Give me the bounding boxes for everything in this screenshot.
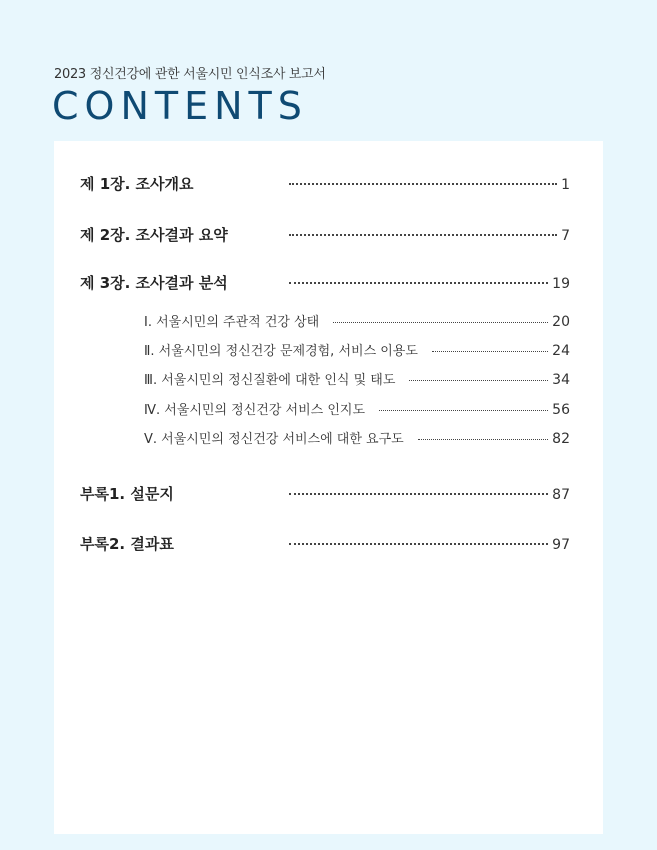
dot-leader bbox=[418, 439, 548, 440]
toc-entry-section-3[interactable] bbox=[144, 369, 570, 388]
dot-leader bbox=[289, 234, 557, 236]
toc-entry-label: 부록2. 결과표 bbox=[80, 535, 174, 553]
toc-page-number: 56 bbox=[552, 402, 570, 418]
dot-leader bbox=[289, 282, 548, 284]
toc-entry-label: Ⅳ. 서울시민의 정신건강 서비스 인지도 bbox=[144, 403, 366, 418]
toc-page-number: 87 bbox=[552, 487, 570, 503]
toc-page-number: 34 bbox=[552, 372, 570, 388]
dot-leader bbox=[289, 183, 557, 185]
toc-page-number: 97 bbox=[552, 537, 570, 553]
toc-entry-label: 부록1. 설문지 bbox=[80, 485, 174, 503]
toc-entry-label: 제 3장. 조사결과 분석 bbox=[80, 274, 228, 292]
toc-page-number: 1 bbox=[561, 177, 570, 193]
report-subtitle: 2023 정신건강에 관한 서울시민 인식조사 보고서 bbox=[54, 67, 326, 82]
toc-entry-section-1[interactable] bbox=[144, 311, 570, 330]
toc-entry-section-2[interactable] bbox=[144, 340, 570, 359]
toc-entry-chapter-2[interactable] bbox=[80, 224, 570, 245]
toc-entry-label: 제 2장. 조사결과 요약 bbox=[80, 226, 228, 244]
toc-page-number: 24 bbox=[552, 343, 570, 359]
toc-entry-label: Ⅲ. 서울시민의 정신질환에 대한 인식 및 태도 bbox=[144, 373, 396, 388]
toc-entry-appendix-2[interactable] bbox=[80, 533, 570, 554]
page-title: CONTENTS bbox=[52, 84, 308, 128]
toc-entry-chapter-1[interactable] bbox=[80, 173, 570, 194]
toc-entry-chapter-3[interactable] bbox=[80, 272, 570, 293]
toc-entry-section-4[interactable] bbox=[144, 399, 570, 418]
dot-leader bbox=[379, 410, 548, 411]
toc-page-number: 20 bbox=[552, 314, 570, 330]
toc-page-number: 7 bbox=[561, 228, 570, 244]
toc-entry-label: Ⅱ. 서울시민의 정신건강 문제경험, 서비스 이용도 bbox=[144, 344, 418, 359]
toc-entry-label: Ⅴ. 서울시민의 정신건강 서비스에 대한 요구도 bbox=[144, 432, 404, 447]
toc-entry-label: Ⅰ. 서울시민의 주관적 건강 상태 bbox=[144, 315, 320, 330]
toc-page-number: 19 bbox=[552, 276, 570, 292]
toc-page-number: 82 bbox=[552, 431, 570, 447]
dot-leader bbox=[289, 493, 548, 495]
dot-leader bbox=[333, 322, 548, 323]
dot-leader bbox=[289, 543, 548, 545]
toc-entry-label: 제 1장. 조사개요 bbox=[80, 175, 194, 193]
toc-entry-appendix-1[interactable] bbox=[80, 483, 570, 504]
dot-leader bbox=[432, 351, 548, 352]
toc-entry-section-5[interactable] bbox=[144, 428, 570, 447]
dot-leader bbox=[409, 380, 548, 381]
